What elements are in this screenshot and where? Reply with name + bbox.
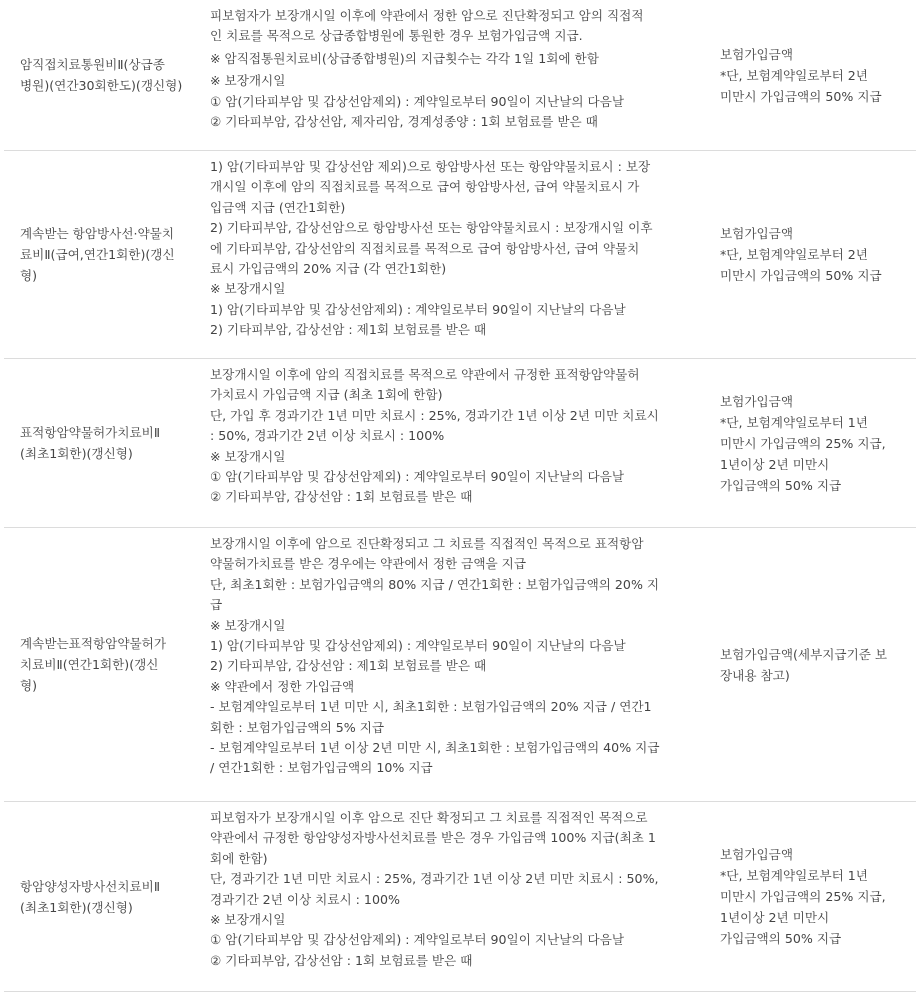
description-line: ※ 보장개시일: [210, 912, 286, 928]
coverage-name: 항암양성자방사선치료비Ⅱ (최초1회한)(갱신형): [20, 878, 161, 915]
table-row: [4, 359, 916, 528]
description-line: 단, 경과기간 1년 미만 치료시 : 25%, 경과기간 1년 이상 2년 미만 치료시 : 50%, 경과기간 2년 이상 치료시 : 100%: [210, 871, 659, 907]
payout-amount-cell: [702, 528, 916, 801]
coverage-description-cell: [200, 528, 702, 801]
coverage-description-cell: [200, 359, 702, 527]
table-row: [4, 528, 916, 802]
description-line: - 보험계약일로부터 1년 이상 2년 미만 시, 최초1회한 : 보험가입금액의 40% 지급 / 연간1회한 : 보험가입금액의 10% 지급: [210, 740, 660, 776]
description-line: 2) 기타피부암, 갑상선암 : 제1회 보험료를 받은 때: [210, 322, 487, 338]
table-row: [4, 0, 916, 151]
coverage-description-cell: [200, 802, 702, 991]
description-line: 피보험자가 보장개시일 이후 암으로 진단 확정되고 그 치료를 직접적인 목적으로 약관에서 규정한 항암양성자방사선치료를 받은 경우 가입금액 100% 지급(최초 1 회에 한함): [210, 810, 656, 866]
payout-amount-cell: [702, 802, 916, 991]
coverage-name-cell: [4, 359, 200, 527]
table-row: [4, 151, 916, 359]
table-row: [4, 802, 916, 992]
description-line: 1) 암(기타피부암 및 갑상선암제외) : 계약일로부터 90일이 지난날의 다음날: [210, 638, 626, 654]
description-line: ※ 암직접통원치료비(상급종합병원)의 지급횟수는 각각 1일 1회에 한함: [210, 50, 599, 66]
description-line: 1) 암(기타피부암 및 갑상선암 제외)으로 항암방사선 또는 항암약물치료시 : 보장 개시일 이후에 암의 직접치료를 목적으로 급여 항암방사선, 급여 약물치료시 가 입금액 지급 (연간1회한): [210, 159, 651, 215]
payout-amount-cell: [702, 359, 916, 527]
payout-amount: 보험가입금액(세부지급기준 보 장내용 참고): [720, 646, 888, 683]
description-line: - 보험계약일로부터 1년 미만 시, 최초1회한 : 보험가입금액의 20% 지급 / 연간1 회한 : 보험가입금액의 5% 지급: [210, 699, 652, 735]
payout-amount: 보험가입금액 *단, 보험계약일로부터 1년 미만시 가입금액의 25% 지급, 1년이상 2년 미만시 가입금액의 50% 지급: [720, 393, 886, 493]
payout-amount: 보험가입금액 *단, 보험계약일로부터 2년 미만시 가입금액의 50% 지급: [720, 46, 882, 104]
description-line: 2) 기타피부암, 갑상선암 : 제1회 보험료를 받은 때: [210, 658, 487, 674]
description-line: ① 암(기타피부암 및 갑상선암제외) : 계약일로부터 90일이 지난날의 다음날: [210, 932, 625, 948]
coverage-name: 표적항암약물허가치료비Ⅱ (최초1회한)(갱신형): [20, 425, 161, 461]
description-line: ※ 보장개시일: [210, 73, 286, 89]
description-line: ② 기타피부암, 갑상선암, 제자리암, 경계성종양 : 1회 보험료를 받은 때: [210, 114, 598, 130]
description-line: 단, 가입 후 경과기간 1년 미만 치료시 : 25%, 경과기간 1년 이상 2년 미만 치료시 : 50%, 경과기간 2년 이상 치료시 : 100%: [210, 407, 659, 444]
payout-amount-cell: [702, 0, 916, 150]
description-line: 1) 암(기타피부암 및 갑상선암제외) : 계약일로부터 90일이 지난날의 다음날: [210, 301, 626, 317]
coverage-name: 계속받는 항암방사선·약물치 료비Ⅱ(급여,연간1회한)(갱신 형): [20, 226, 175, 283]
description-line: ※ 보장개시일: [210, 281, 286, 297]
coverage-name: 계속받는표적항암약물허가 치료비Ⅱ(연간1회한)(갱신 형): [20, 636, 166, 693]
description-line: 보장개시일 이후에 암으로 진단확정되고 그 치료를 직접적인 목적으로 표적항암 약물허가치료를 받은 경우에는 약관에서 정한 금액을 지급: [210, 536, 644, 572]
description-line: 2) 기타피부암, 갑상선암으로 항암방사선 또는 항암약물치료시 : 보장개시일 이후 에 기타피부암, 갑상선암의 직접치료를 목적으로 급여 항암방사선, 급여 약물치 료시 가입금액의 20% 지급 (각 연간1회한): [210, 220, 653, 277]
coverage-name-cell: [4, 802, 200, 991]
description-line: ※ 보장개시일: [210, 617, 286, 633]
payout-amount: 보험가입금액 *단, 보험계약일로부터 2년 미만시 가입금액의 50% 지급: [720, 226, 882, 283]
description-line: 피보험자가 보장개시일 이후에 약관에서 정한 암으로 진단확정되고 암의 직접적 인 치료를 목적으로 상급종합병원에 통원한 경우 보험가입금액 지급.: [210, 8, 644, 44]
coverage-table: [4, 0, 916, 992]
coverage-name: 암직접치료통원비Ⅱ(상급종 병원)(연간30회한도)(갱신형): [20, 57, 183, 93]
description-line: ① 암(기타피부암 및 갑상선암제외) : 계약일로부터 90일이 지난날의 다음날: [210, 93, 625, 109]
coverage-description-cell: [200, 151, 702, 358]
coverage-name-cell: [4, 151, 200, 358]
description-line: ② 기타피부암, 갑상선암 : 1회 보험료를 받은 때: [210, 952, 473, 968]
coverage-name-cell: [4, 528, 200, 801]
coverage-name-cell: [4, 0, 200, 150]
description-line: ② 기타피부암, 갑상선암 : 1회 보험료를 받은 때: [210, 489, 473, 505]
description-line: ※ 약관에서 정한 가입금액: [210, 678, 355, 694]
description-line: ※ 보장개시일: [210, 448, 286, 464]
description-line: 보장개시일 이후에 암의 직접치료를 목적으로 약관에서 규정한 표적항암약물허 가치료시 가입금액 지급 (최초 1회에 한함): [210, 367, 640, 403]
payout-amount: 보험가입금액 *단, 보험계약일로부터 1년 미만시 가입금액의 25% 지급, 1년이상 2년 미만시 가입금액의 50% 지급: [720, 847, 886, 946]
description-line: ① 암(기타피부암 및 갑상선암제외) : 계약일로부터 90일이 지난날의 다음날: [210, 469, 625, 485]
coverage-description-cell: [200, 0, 702, 150]
payout-amount-cell: [702, 151, 916, 358]
description-line: 단, 최초1회한 : 보험가입금액의 80% 지급 / 연간1회한 : 보험가입금액의 20% 지 급: [210, 576, 660, 613]
